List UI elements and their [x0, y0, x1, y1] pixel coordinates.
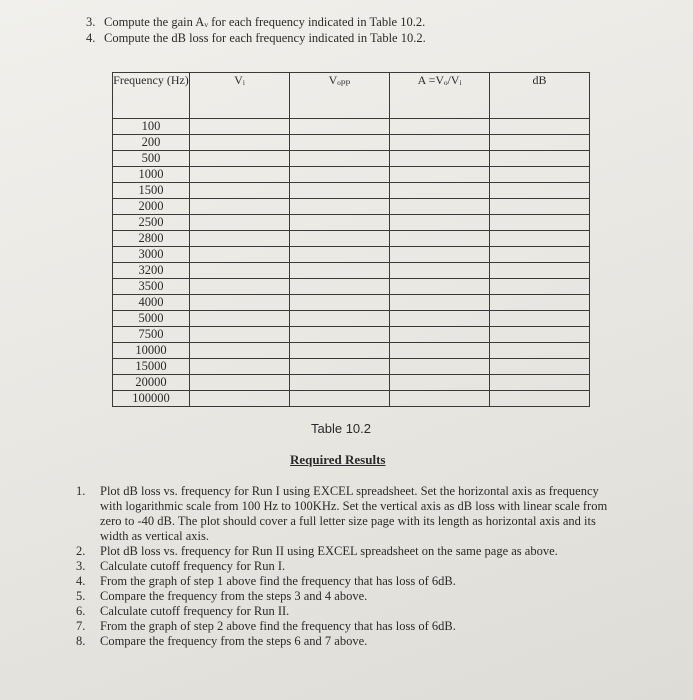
- vopp-cell[interactable]: [290, 167, 390, 183]
- vopp-cell[interactable]: [290, 295, 390, 311]
- gain-cell[interactable]: [390, 183, 490, 199]
- result-number: 4.: [76, 574, 86, 588]
- db-cell[interactable]: [490, 183, 590, 199]
- gain-cell[interactable]: [390, 119, 490, 135]
- gain-cell[interactable]: [390, 359, 490, 375]
- db-cell[interactable]: [490, 167, 590, 183]
- table-row: [113, 231, 590, 247]
- gain-cell[interactable]: [390, 263, 490, 279]
- frequency-cell: 100000: [113, 391, 190, 407]
- vopp-cell[interactable]: [290, 263, 390, 279]
- db-cell[interactable]: [490, 359, 590, 375]
- gain-cell[interactable]: [390, 167, 490, 183]
- step-text: Compute the gain Aᵥ for each frequency indicated in Table 10.2.: [104, 15, 426, 29]
- vi-cell[interactable]: [190, 359, 290, 375]
- table-row: [113, 327, 590, 343]
- result-text: From the graph of step 2 above find the frequency that has loss of 6dB.: [100, 619, 456, 633]
- frequency-cell: 2800: [113, 231, 190, 247]
- frequency-cell: 2000: [113, 199, 190, 215]
- result-number: 3.: [76, 559, 86, 573]
- result-text: Plot dB loss vs. frequency for Run II using EXCEL spreadsheet on the same page as above.: [100, 544, 558, 558]
- vi-cell[interactable]: [190, 135, 290, 151]
- db-cell[interactable]: [490, 151, 590, 167]
- vopp-cell[interactable]: [290, 343, 390, 359]
- frequency-cell: 2500: [113, 215, 190, 231]
- vopp-cell[interactable]: [290, 231, 390, 247]
- result-item: [76, 604, 616, 619]
- instruction-steps: [86, 14, 426, 46]
- frequency-cell: 4000: [113, 295, 190, 311]
- vi-cell[interactable]: [190, 199, 290, 215]
- vi-cell[interactable]: [190, 375, 290, 391]
- step-text: Compute the dB loss for each frequency indicated in Table 10.2.: [104, 31, 426, 45]
- vi-cell[interactable]: [190, 167, 290, 183]
- db-cell[interactable]: [490, 295, 590, 311]
- result-number: 5.: [76, 589, 86, 603]
- table-row: [113, 375, 590, 391]
- result-number: 6.: [76, 604, 86, 618]
- table-row: [113, 167, 590, 183]
- result-number: 1.: [76, 484, 86, 498]
- result-item: [76, 574, 616, 589]
- header-frequency: Frequency (Hz): [113, 73, 190, 119]
- vi-cell[interactable]: [190, 231, 290, 247]
- result-text: Calculate cutoff frequency for Run II.: [100, 604, 290, 618]
- db-cell[interactable]: [490, 327, 590, 343]
- vi-cell[interactable]: [190, 279, 290, 295]
- table-row: [113, 119, 590, 135]
- table-row: [113, 311, 590, 327]
- vi-cell[interactable]: [190, 119, 290, 135]
- gain-cell[interactable]: [390, 327, 490, 343]
- gain-cell[interactable]: [390, 215, 490, 231]
- table-row: [113, 391, 590, 407]
- table-row: [113, 183, 590, 199]
- vopp-cell[interactable]: [290, 311, 390, 327]
- vi-cell[interactable]: [190, 391, 290, 407]
- vopp-cell[interactable]: [290, 119, 390, 135]
- table-header-row: [113, 73, 590, 119]
- table-row: [113, 343, 590, 359]
- db-cell[interactable]: [490, 343, 590, 359]
- table-row: [113, 359, 590, 375]
- header-gain: A =Vₒ/Vᵢ: [390, 73, 490, 119]
- result-item: [76, 544, 616, 559]
- frequency-cell: 3500: [113, 279, 190, 295]
- table-row: [113, 215, 590, 231]
- vi-cell[interactable]: [190, 151, 290, 167]
- db-cell[interactable]: [490, 119, 590, 135]
- vopp-cell[interactable]: [290, 199, 390, 215]
- vi-cell[interactable]: [190, 215, 290, 231]
- db-cell[interactable]: [490, 279, 590, 295]
- vopp-cell[interactable]: [290, 391, 390, 407]
- required-results-title: Required Results: [290, 452, 386, 467]
- step-item: 3. Compute the gain Aᵥ for each frequency indicated in Table 10.2.: [86, 15, 426, 29]
- result-text: Compare the frequency from the steps 6 and 7 above.: [100, 634, 368, 648]
- table-row: [113, 295, 590, 311]
- vi-cell[interactable]: [190, 343, 290, 359]
- frequency-cell: 1000: [113, 167, 190, 183]
- frequency-cell: 15000: [113, 359, 190, 375]
- header-vopp: Vₒₚₚ: [290, 73, 390, 119]
- vopp-cell[interactable]: [290, 183, 390, 199]
- db-cell[interactable]: [490, 215, 590, 231]
- frequency-cell: 500: [113, 151, 190, 167]
- table-row: [113, 151, 590, 167]
- db-cell[interactable]: [490, 231, 590, 247]
- vi-cell[interactable]: [190, 263, 290, 279]
- vopp-cell[interactable]: [290, 247, 390, 263]
- db-cell[interactable]: [490, 247, 590, 263]
- db-cell[interactable]: [490, 375, 590, 391]
- results-list: [76, 484, 616, 649]
- table-row: [113, 279, 590, 295]
- vopp-cell[interactable]: [290, 327, 390, 343]
- result-item: [76, 619, 616, 634]
- header-db: dB: [490, 73, 590, 119]
- table-caption: Table 10.2: [311, 421, 371, 436]
- frequency-cell: 20000: [113, 375, 190, 391]
- result-item: [76, 559, 616, 574]
- vopp-cell[interactable]: [290, 279, 390, 295]
- table-row: [113, 247, 590, 263]
- result-text: Calculate cutoff frequency for Run I.: [100, 559, 286, 573]
- vi-cell[interactable]: [190, 327, 290, 343]
- vi-cell[interactable]: [190, 295, 290, 311]
- frequency-cell: 100: [113, 119, 190, 135]
- table-row: [113, 263, 590, 279]
- gain-cell[interactable]: [390, 311, 490, 327]
- result-item: [76, 634, 616, 649]
- frequency-cell: 7500: [113, 327, 190, 343]
- gain-cell[interactable]: [390, 375, 490, 391]
- gain-cell[interactable]: [390, 295, 490, 311]
- vi-cell[interactable]: [190, 247, 290, 263]
- data-table: [112, 72, 590, 407]
- vi-cell[interactable]: [190, 183, 290, 199]
- frequency-cell: 3000: [113, 247, 190, 263]
- gain-cell[interactable]: [390, 231, 490, 247]
- frequency-cell: 10000: [113, 343, 190, 359]
- frequency-cell: 1500: [113, 183, 190, 199]
- result-item: [76, 484, 616, 544]
- table-row: [113, 199, 590, 215]
- gain-cell[interactable]: [390, 391, 490, 407]
- result-text: Plot dB loss vs. frequency for Run I using EXCEL spreadsheet. Set the horizontal axis as frequency with logarithmic scale from 100 Hz to 100KHz. Set the vertical axis as dB loss with linear scale from zero to -40 dB. The plot should cover a full letter size page with its length as horizontal axis and its width as vertical axis.: [100, 484, 608, 543]
- result-item: [76, 589, 616, 604]
- step-item: 4. Compute the dB loss for each frequency indicated in Table 10.2.: [86, 31, 426, 45]
- header-vi: Vᵢ: [190, 73, 290, 119]
- result-text: Compare the frequency from the steps 3 and 4 above.: [100, 589, 368, 603]
- db-cell[interactable]: [490, 263, 590, 279]
- result-text: From the graph of step 1 above find the frequency that has loss of 6dB.: [100, 574, 456, 588]
- frequency-cell: 5000: [113, 311, 190, 327]
- result-number: 2.: [76, 544, 86, 558]
- db-cell[interactable]: [490, 199, 590, 215]
- vopp-cell[interactable]: [290, 151, 390, 167]
- frequency-cell: 200: [113, 135, 190, 151]
- db-cell[interactable]: [490, 391, 590, 407]
- db-cell[interactable]: [490, 311, 590, 327]
- vopp-cell[interactable]: [290, 359, 390, 375]
- result-number: 8.: [76, 634, 86, 648]
- gain-cell[interactable]: [390, 247, 490, 263]
- db-cell[interactable]: [490, 135, 590, 151]
- vi-cell[interactable]: [190, 311, 290, 327]
- gain-cell[interactable]: [390, 279, 490, 295]
- table-row: [113, 135, 590, 151]
- result-number: 7.: [76, 619, 86, 633]
- gain-cell[interactable]: [390, 135, 490, 151]
- gain-cell[interactable]: [390, 199, 490, 215]
- vopp-cell[interactable]: [290, 135, 390, 151]
- gain-cell[interactable]: [390, 343, 490, 359]
- vopp-cell[interactable]: [290, 375, 390, 391]
- gain-cell[interactable]: [390, 151, 490, 167]
- vopp-cell[interactable]: [290, 215, 390, 231]
- frequency-cell: 3200: [113, 263, 190, 279]
